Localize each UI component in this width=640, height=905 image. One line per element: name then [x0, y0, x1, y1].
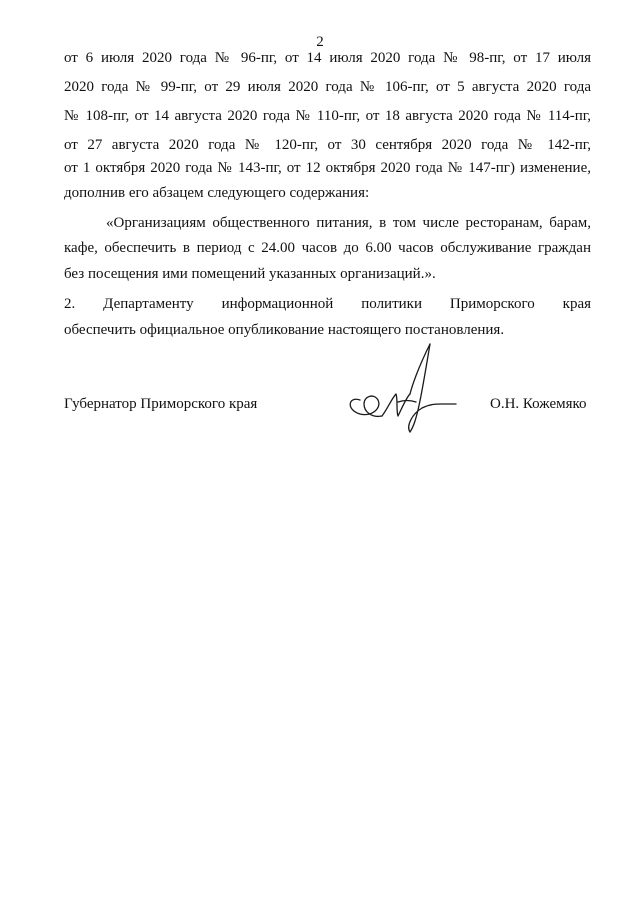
text-line: 2. Департаменту информационной политики Приморского края: [64, 296, 591, 312]
page-number: 2: [316, 34, 324, 50]
text-line: дополнив его абзацем следующего содержания:: [64, 185, 370, 201]
text-line: от 6 июля 2020 года № 96-пг, от 14 июля 2020 года № 98-пг, от 17 июля: [64, 50, 591, 66]
text-line: от 1 октября 2020 года № 143-пг, от 12 октября 2020 года № 147-пг) изменение,: [64, 160, 591, 176]
text-line: обеспечить официальное опубликование настоящего постановления.: [64, 322, 505, 338]
signatory-name: О.Н. Кожемяко: [490, 396, 587, 412]
text-line: от 27 августа 2020 года № 120-пг, от 30 сентября 2020 года № 142-пг,: [64, 137, 591, 153]
text-line: 2020 года № 99-пг, от 29 июля 2020 года № 106-пг, от 5 августа 2020 года: [64, 79, 591, 95]
text-line: без посещения ими помещений указанных организаций.».: [64, 266, 436, 282]
signatory-title: Губернатор Приморского края: [64, 396, 258, 412]
text-line: кафе, обеспечить в период с 24.00 часов до 6.00 часов обслуживание граждан: [64, 240, 591, 256]
text-line: № 108-пг, от 14 августа 2020 года № 110-пг, от 18 августа 2020 года № 114-пг,: [64, 108, 591, 124]
handwritten-signature: [338, 338, 460, 436]
text-line: «Организациям общественного питания, в том числе ресторанам, барам,: [106, 215, 591, 231]
